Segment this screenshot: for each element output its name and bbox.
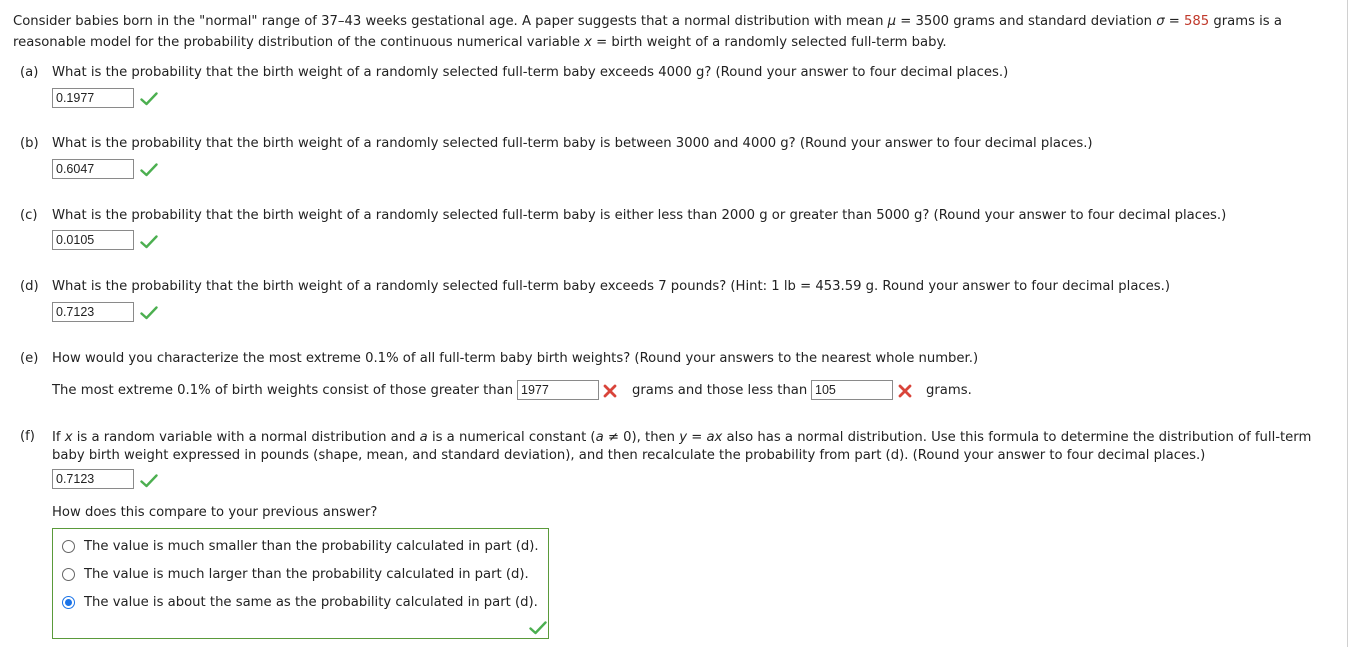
checkmark-icon xyxy=(140,306,158,320)
radio-button[interactable] xyxy=(62,540,75,553)
checkmark-icon xyxy=(140,474,158,488)
choice-much-larger[interactable] xyxy=(62,567,529,582)
question-d-text: What is the probability that the birth weight of a randomly selected full-term baby exceeds 7 pounds? (Hint: 1 lb = 453.59 g. Round your answer to four decimal places.) xyxy=(52,279,1170,294)
question-b-label: (b) xyxy=(20,136,39,151)
checkmark-icon xyxy=(529,621,547,635)
question-e-sentence-mid: grams and those less than xyxy=(632,383,808,398)
question-f-text xyxy=(52,429,1312,465)
answer-f-input[interactable]: 0.7123 xyxy=(52,469,134,489)
question-a-label: (a) xyxy=(20,65,39,80)
intro-mean-text: = 3500 grams and standard deviation xyxy=(896,14,1157,29)
intro-text-2: grams is a reasonable model for the probability distribution of the continuous numerical variable xyxy=(13,14,1282,50)
question-b-text: What is the probability that the birth weight of a randomly selected full-term baby is between 3000 and 4000 g? (Round your answer to four decimal places.) xyxy=(52,136,1093,151)
intro-sigma-eq: = xyxy=(1164,14,1184,29)
question-f-label: (f) xyxy=(20,429,35,444)
answer-a-input[interactable]: 0.1977 xyxy=(52,88,134,108)
intro-text-1: Consider babies born in the "normal" range of 37–43 weeks gestational age. A paper suggests that a normal distribution with mean xyxy=(13,14,888,29)
answer-e-greater-input[interactable]: 1977 xyxy=(517,380,599,400)
x-symbol: x xyxy=(584,35,592,50)
answer-b-input[interactable]: 0.6047 xyxy=(52,159,134,179)
compare-choices-group xyxy=(52,528,549,639)
choice-label: The value is much smaller than the probability calculated in part (d). xyxy=(84,539,539,554)
a-symbol: a xyxy=(595,430,604,445)
answer-c-input[interactable]: 0.0105 xyxy=(52,230,134,250)
question-e-label: (e) xyxy=(20,351,39,366)
x-symbol: x xyxy=(64,430,73,445)
choice-label: The value is much larger than the probability calculated in part (d). xyxy=(84,567,529,582)
sigma-symbol: σ xyxy=(1156,14,1165,29)
radio-button[interactable] xyxy=(62,568,75,581)
x-mark-icon xyxy=(898,384,912,398)
mu-symbol: μ xyxy=(887,14,897,29)
question-d-label: (d) xyxy=(20,279,39,294)
choice-about-same[interactable] xyxy=(62,595,538,610)
sigma-value: 585 xyxy=(1184,14,1210,29)
question-c-text: What is the probability that the birth weight of a randomly selected full-term baby is either less than 2000 g or greater than 5000 g? (Round your answer to four decimal places.) xyxy=(52,208,1227,223)
question-f-text-part: = xyxy=(687,430,707,445)
question-e-text: How would you characterize the most extreme 0.1% of all full-term baby birth weights? (Round your answers to the nearest whole number.) xyxy=(52,351,979,366)
radio-button-selected[interactable] xyxy=(62,596,75,609)
y-symbol: y xyxy=(679,430,688,445)
intro-text-3: = birth weight of a randomly selected full-term baby. xyxy=(591,35,947,50)
question-f-text-part: is a numerical constant ( xyxy=(427,430,596,445)
choice-much-smaller[interactable] xyxy=(62,539,539,554)
answer-d-input[interactable]: 0.7123 xyxy=(52,302,134,322)
question-f-text-part: If xyxy=(52,430,65,445)
question-e-sentence-end: grams. xyxy=(926,383,972,398)
x-mark-icon xyxy=(603,384,617,398)
compare-prompt: How does this compare to your previous answer? xyxy=(52,505,378,520)
problem-intro xyxy=(13,11,1313,53)
answer-e-less-input[interactable]: 105 xyxy=(811,380,893,400)
question-e-sentence-start: The most extreme 0.1% of birth weights consist of those greater than xyxy=(52,383,514,398)
a-symbol: a xyxy=(419,430,428,445)
question-a-text: What is the probability that the birth weight of a randomly selected full-term baby exceeds 4000 g? (Round your answer to four decimal places.) xyxy=(52,65,1009,80)
choice-label: The value is about the same as the probability calculated in part (d). xyxy=(84,595,538,610)
question-f-text-part: is a random variable with a normal distribution and xyxy=(72,430,420,445)
checkmark-icon xyxy=(140,163,158,177)
ax-symbol: ax xyxy=(706,430,723,445)
question-f-text-part: also has a normal distribution. Use this formula to determine the distribution of full-term baby birth weight expressed in pounds (shape, mean, and standard deviation), and then recalculate the probability from part (d). (Round your answer to four decimal places.) xyxy=(52,430,1312,463)
checkmark-icon xyxy=(140,92,158,106)
question-f-text-part: ≠ 0), then xyxy=(603,430,680,445)
question-c-label: (c) xyxy=(20,208,38,223)
checkmark-icon xyxy=(140,235,158,249)
